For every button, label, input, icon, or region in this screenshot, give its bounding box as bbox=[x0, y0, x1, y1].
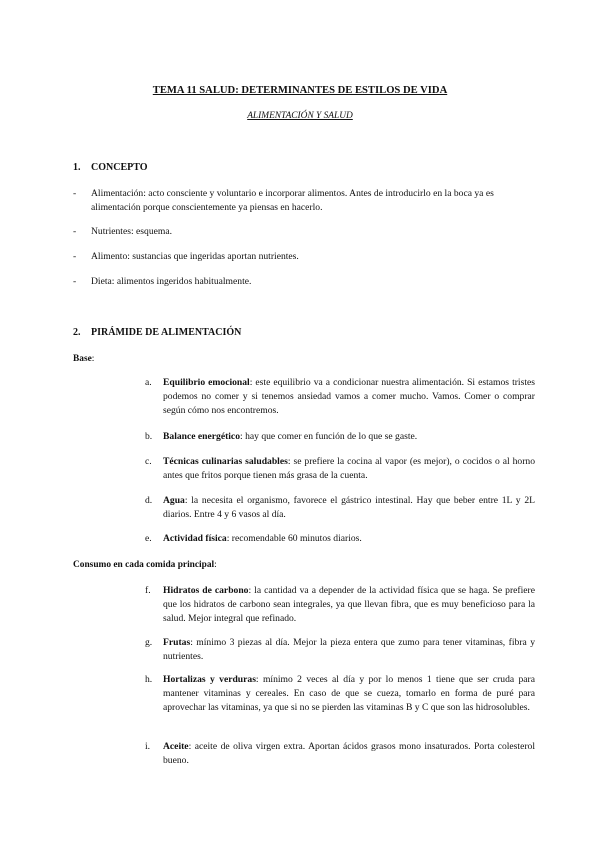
item-term: Actividad física bbox=[163, 533, 227, 544]
item-letter: a. bbox=[145, 377, 152, 388]
item-text: : mínimo 2 veces al día y por lo menos 1 tiene que ser cruda para mantener vitaminas y cereales. En caso de que se cueza, tomarlo en forma de puré para aprovechar las vitaminas, ya que si no se pierden las vitaminas B y C que son las hidrosolubles. bbox=[163, 674, 535, 713]
list-item-text: Nutrientes: esquema. bbox=[91, 226, 172, 237]
item-term: Equilibrio emocional bbox=[163, 377, 250, 388]
section-title: PIRÁMIDE DE ALIMENTACIÓN bbox=[91, 327, 242, 338]
item-letter: d. bbox=[145, 495, 153, 506]
item-term: Hortalizas y verduras bbox=[163, 674, 256, 685]
bullet-dash: - bbox=[73, 251, 77, 262]
section-title: CONCEPTO bbox=[91, 162, 148, 173]
item-letter: b. bbox=[145, 431, 153, 442]
item-letter: e. bbox=[145, 533, 152, 544]
group-label-consumo bbox=[73, 558, 217, 572]
bullet-dash: - bbox=[73, 276, 77, 287]
group-label-text: Consumo en cada comida principal bbox=[73, 560, 215, 570]
item-letter: h. bbox=[145, 674, 153, 685]
list-item-text: Alimentación: acto consciente y voluntario e incorporar alimentos. Antes de introducirlo en la boca ya es alimentación porque conscientemente ya piensas en hacerlo. bbox=[91, 188, 494, 213]
item-text: : aceite de oliva virgen extra. Aportan ácidos grasos mono insaturados. Porta colesterol bueno. bbox=[163, 741, 535, 766]
item-text: : mínimo 3 piezas al día. Mejor la pieza entera que zumo para tener vitaminas, fibra y nutrientes. bbox=[163, 637, 535, 662]
group-label-base bbox=[73, 352, 94, 366]
document-title: TEMA 11 SALUD: DETERMINANTES DE ESTILOS DE VIDA bbox=[152, 85, 448, 96]
group-label-colon: : bbox=[214, 560, 217, 570]
item-term: Balance energético bbox=[163, 431, 240, 442]
bullet-dash: - bbox=[73, 226, 77, 237]
item-text: : la cantidad va a depender de la actividad física que se haga. Se prefiere que los hidratos de carbono sean integrales, ya que llevan fibra, que es muy beneficioso para la salud. Mejor integral que refinado. bbox=[163, 585, 535, 624]
document-subtitle: ALIMENTACIÓN Y SALUD bbox=[247, 111, 353, 121]
item-text: : la necesita el organismo, favorece el gástrico intestinal. Hay que beber entre 1L y 2L diarios. Entre 4 y 6 vasos al día. bbox=[163, 495, 535, 520]
item-term: Aceite bbox=[163, 741, 189, 752]
item-text: : recomendable 60 minutos diarios. bbox=[226, 533, 362, 544]
group-label-colon: : bbox=[91, 354, 95, 364]
group-label-text: Base bbox=[73, 354, 92, 364]
section-number: 2. bbox=[73, 327, 81, 338]
item-letter: g. bbox=[145, 637, 153, 648]
list-item-text: Dieta: alimentos ingeridos habitualmente. bbox=[91, 276, 252, 287]
item-text: : este equilibrio va a condicionar nuestra alimentación. Si estamos tristes podemos no comer y si tenemos ansiedad vamos a comer mucho. Vamos. Comer o comprar según cómo nos encontremos. bbox=[163, 377, 535, 416]
list-item-text: Alimento: sustancias que ingeridas aportan nutrientes. bbox=[91, 251, 299, 262]
item-text: : hay que comer en función de lo que se gaste. bbox=[240, 431, 418, 442]
item-term: Técnicas culinarias saludables bbox=[163, 456, 288, 467]
bullet-dash: - bbox=[73, 188, 77, 199]
item-text: : se prefiere la cocina al vapor (es mejor), o cocidos o al horno antes que fritos porque tienen más grasa de la cuenta. bbox=[163, 456, 536, 481]
item-letter: f. bbox=[145, 585, 151, 596]
section-heading-concepto bbox=[73, 161, 148, 175]
section-heading-piramide bbox=[73, 326, 241, 340]
item-term: Agua bbox=[163, 495, 185, 506]
section-number: 1. bbox=[73, 162, 81, 173]
item-term: Frutas bbox=[163, 637, 191, 648]
item-letter: c. bbox=[145, 456, 152, 467]
item-term: Hidratos de carbono bbox=[163, 585, 249, 596]
item-letter: i. bbox=[145, 741, 151, 752]
